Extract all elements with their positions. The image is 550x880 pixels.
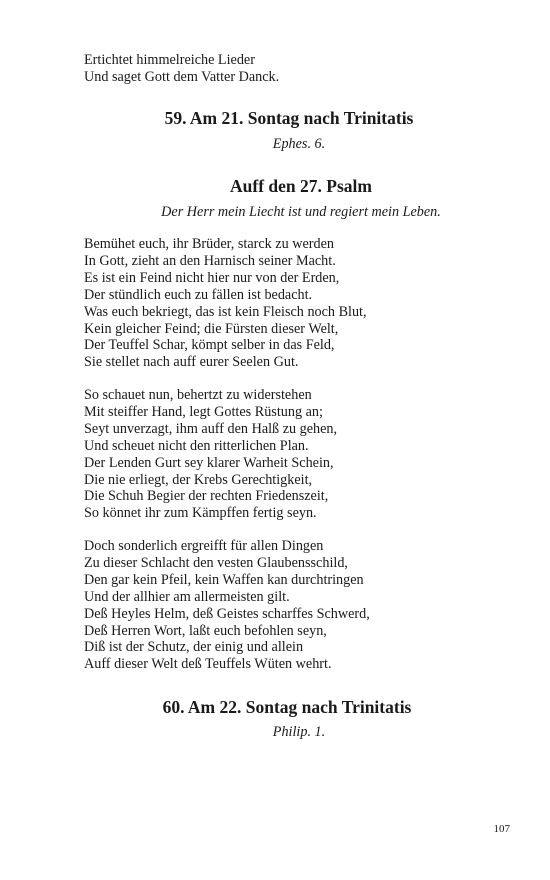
verse-line: Es ist ein Feind nicht hier nur von der Erden,	[84, 269, 340, 286]
verse-line: Die nie erliegt, der Krebs Gerechtigkeit,	[84, 471, 313, 488]
verse-line: Kein gleicher Feind; die Fürsten dieser Welt,	[84, 320, 339, 337]
psalm-subtitle: Der Herr mein Liecht ist und regiert mein Leben.	[161, 204, 441, 220]
psalm-title: Auff den 27. Psalm	[230, 176, 372, 196]
verse-line: Auff dieser Welt deß Teuffels Wüten wehrt.	[84, 656, 332, 673]
verse-line: Seyt unverzagt, ihm auff den Halß zu gehen,	[84, 420, 338, 437]
verse-line: So könnet ihr zum Kämpffen fertig seyn.	[84, 505, 317, 522]
verse-line: Und scheuet nicht den ritterlichen Plan.	[84, 437, 309, 454]
verse-line: Die Schuh Begier der rechten Friedenszeit,	[84, 488, 329, 505]
section-59-reference: Ephes. 6.	[272, 136, 326, 152]
stanza-3	[84, 538, 484, 673]
verse-line: Und saget Gott dem Vatter Danck.	[84, 68, 280, 85]
verse-line: Was euch bekriegt, das ist kein Fleisch noch Blut,	[84, 303, 367, 320]
verse-line: Der Lenden Gurt sey klarer Warheit Schein,	[84, 454, 334, 471]
verse-line: Bemühet euch, ihr Brüder, starck zu werden	[84, 236, 334, 252]
verse-line: Zu dieser Schlacht den vesten Glaubensschild,	[84, 554, 348, 571]
stanza-2	[84, 387, 484, 522]
verse-line: Diß ist der Schutz, der einig und allein	[84, 639, 304, 656]
verse-line: Und der allhier am allermeisten gilt.	[84, 588, 290, 605]
section-60-reference: Philip. 1.	[272, 724, 326, 740]
section-59-heading: 59. Am 21. Sontag nach Trinitatis	[164, 108, 414, 128]
verse-line: So schauet nun, behertzt zu widerstehen	[84, 387, 312, 403]
verse-line: Doch sonderlich ergreifft für allen Dingen	[84, 538, 324, 554]
verse-line: Ertichtet himmelreiche Lieder	[84, 52, 255, 68]
section-60-heading: 60. Am 22. Sontag nach Trinitatis	[162, 697, 412, 717]
verse-line: Mit steiffer Hand, legt Gottes Rüstung an;	[84, 403, 323, 420]
page-number: 107	[493, 823, 510, 835]
verse-line: Der Teuffel Schar, kömpt selber in das Feld,	[84, 337, 335, 354]
stanza-1	[84, 236, 484, 371]
verse-line: Deß Herren Wort, laßt euch befohlen seyn,	[84, 622, 327, 639]
verse-line: Sie stellet nach auff eurer Seelen Gut.	[84, 354, 299, 371]
verse-line: Den gar kein Pfeil, kein Waffen kan durchtringen	[84, 571, 364, 588]
verse-line: Deß Heyles Helm, deß Geistes scharffes Schwerd,	[84, 605, 370, 622]
verse-line: In Gott, zieht an den Harnisch seiner Macht.	[84, 252, 336, 269]
verse-line: Der stündlich euch zu fällen ist bedacht.	[84, 286, 313, 303]
previous-stanza-end	[84, 52, 484, 86]
